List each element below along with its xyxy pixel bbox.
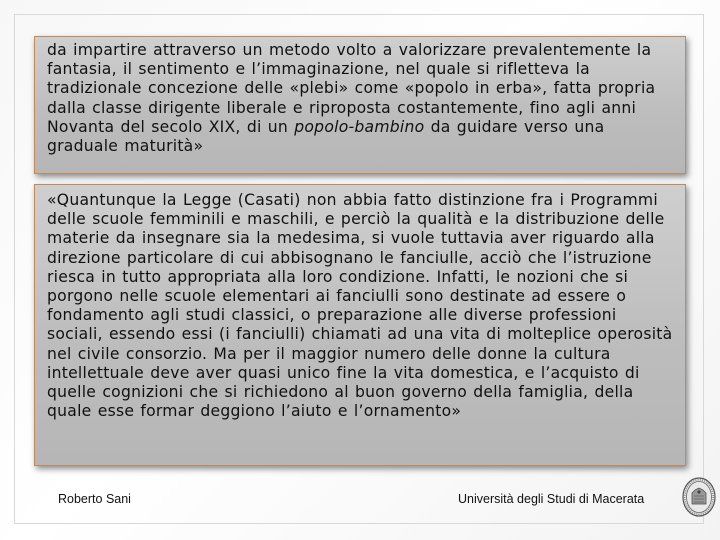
paragraph-1 — [47, 41, 675, 156]
footer-author: Roberto Sani — [58, 492, 131, 506]
paragraph-1-text: da impartire attraverso un metodo volto a valorizzare prevalentemente la fantasia, il sentimento e l’immaginazione, nel quale si rifletteva la tradizionale concezione delle «plebi» come «popolo in erba», fatta propria dalla classe dirigente liberale e riproposta costantemente, fino agli anni Novanta del secolo XIX, di un — [47, 41, 656, 136]
quote-box-2 — [34, 184, 686, 466]
paragraph-1-italic: popolo-bambino — [294, 117, 425, 136]
quote-box-1 — [34, 36, 686, 174]
paragraph-2: «Quantunque la Legge (Casati) non abbia fatto distinzione fra i Programmi delle scuole femminili e maschili, e perciò la qualità e la distribuzione delle materie da insegnare sia la medesima, si vuole tuttavia aver riguardo alla direzione particolare di cui abbisognano le fanciulle, acciò che l’istruzione riesca in tutto appropriata alla loro condizione. Infatti, le nozioni che si porgono nelle scuole elementari ai fanciulli sono destinate ad essere o fondamento agli studi classici, o preparazione alle diverse professioni sociali, essendo essi (i fanciulli) chiamati ad una vita di molteplice operosità nel civile consorzio. Ma per il maggior numero delle donne la cultura intellettuale deve aver quasi unico fine la vita domestica, e l’acquisto di quelle cognizioni che si richiedono al buon governo della famiglia, della quale esse formar deggiono l’aiuto e l’ornamento» — [47, 191, 673, 421]
paragraph-1-ending: da guidare verso una graduale maturità» — [47, 117, 605, 156]
footer-institution: Università degli Studi di Macerata — [458, 492, 645, 506]
university-seal-icon — [681, 476, 717, 518]
